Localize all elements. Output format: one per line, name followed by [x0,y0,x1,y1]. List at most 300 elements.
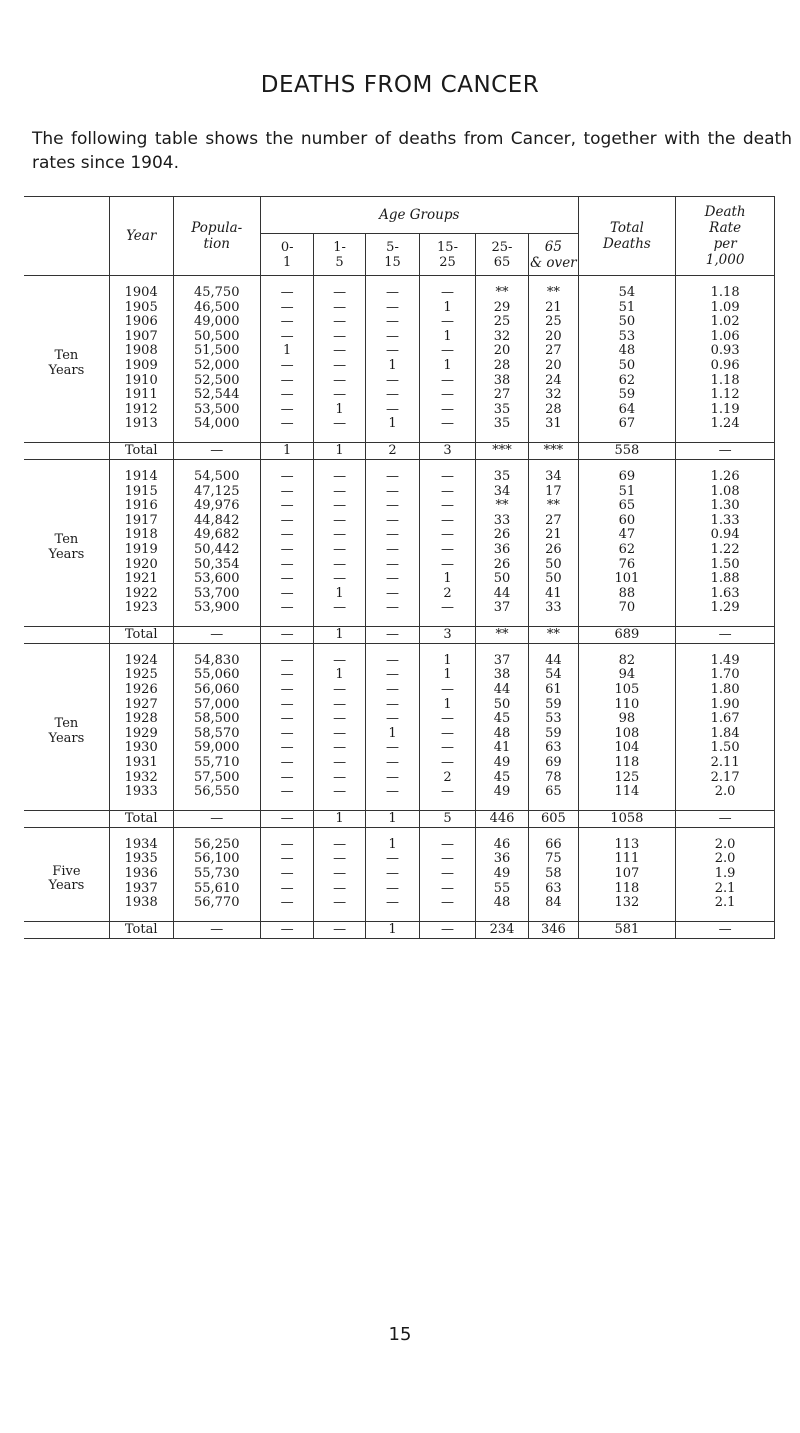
table-cell: 1 [420,698,476,713]
table-cell: 2.0 [676,838,775,853]
year-cell: 1926 [109,683,173,698]
table-cell: — [314,388,365,403]
table-cell: ** [529,499,578,514]
year-cell: 1904 [109,286,173,301]
table-cell: 56,250 [173,838,260,853]
table-row [24,572,775,587]
table-cell: 55 [475,882,528,897]
table-cell: — [314,286,365,301]
year-cell: 1925 [109,668,173,683]
spacer-cell [529,432,578,443]
spacer-cell [578,616,676,627]
table-cell: 1.84 [676,727,775,742]
table-cell: 55,060 [173,668,260,683]
table-cell: 49 [475,756,528,771]
table-cell: 21 [529,528,578,543]
year-cell: 1922 [109,587,173,602]
year-cell: 1912 [109,403,173,418]
table-row [24,558,775,573]
table-cell: — [314,867,365,882]
table-row [24,330,775,345]
table-cell: — [260,785,313,800]
spacer-cell [365,800,419,811]
table-cell: — [365,403,419,418]
table-cell: — [260,514,313,529]
table-cell: — [365,587,419,602]
table-row [24,668,775,683]
total-cell: — [365,626,419,643]
table-cell: 1.70 [676,668,775,683]
table-row [24,785,775,800]
total-cell: 1 [314,810,365,827]
table-cell: — [420,315,476,330]
year-cell: 1929 [109,727,173,742]
table-row [24,654,775,669]
table-cell: — [420,543,476,558]
table-cell: 41 [475,741,528,756]
table-cell: — [260,771,313,786]
age-col-15-25: 15- 25 [420,234,476,276]
table-cell: 26 [529,543,578,558]
table-cell: 49 [475,867,528,882]
table-cell: — [314,683,365,698]
table-cell: 26 [475,558,528,573]
table-cell: — [420,712,476,727]
year-cell: 1911 [109,388,173,403]
table-cell: 76 [578,558,676,573]
year-cell: 1908 [109,344,173,359]
table-row [24,867,775,882]
table-cell: — [260,712,313,727]
total-blank-cell [24,442,109,459]
table-cell: 1.50 [676,558,775,573]
table-cell: — [260,572,313,587]
table-cell: 49 [475,785,528,800]
table-cell: — [314,514,365,529]
table-cell: ** [529,286,578,301]
table-cell: 55,730 [173,867,260,882]
table-cell: — [314,301,365,316]
table-cell: — [314,499,365,514]
table-cell: — [420,852,476,867]
table-cell: 2.0 [676,785,775,800]
table-cell: 2.0 [676,852,775,867]
table-cell: 62 [578,543,676,558]
table-cell: — [314,698,365,713]
year-cell: 1910 [109,374,173,389]
table-cell: 44 [475,587,528,602]
table-cell: — [365,301,419,316]
spacer-cell [578,432,676,443]
table-cell: — [365,485,419,500]
year-cell: 1905 [109,301,173,316]
table-row [24,756,775,771]
year-cell: 1937 [109,882,173,897]
table-cell: — [260,654,313,669]
year-cell: 1921 [109,572,173,587]
table-row [24,374,775,389]
total-cell: — [173,626,260,643]
table-cell: 31 [529,417,578,432]
table-cell: 49,682 [173,528,260,543]
spacer-cell [260,911,313,922]
table-cell: — [260,587,313,602]
table-cell: — [260,683,313,698]
table-cell: 101 [578,572,676,587]
table-cell: 51 [578,485,676,500]
table-cell: 52,544 [173,388,260,403]
total-cell: 446 [475,810,528,827]
table-cell: 60 [578,514,676,529]
table-cell: 75 [529,852,578,867]
table-cell: 108 [578,727,676,742]
table-cell: — [365,514,419,529]
table-cell: 58 [529,867,578,882]
page-title: DEATHS FROM CANCER [260,72,540,98]
spacer-cell [420,432,476,443]
table-cell: 34 [529,470,578,485]
table-cell: — [420,896,476,911]
table-cell: — [365,572,419,587]
table-cell: — [365,896,419,911]
table-cell: — [314,330,365,345]
year-cell: 1909 [109,359,173,374]
table-cell: — [365,683,419,698]
table-cell: 44,842 [173,514,260,529]
table-cell: 54 [529,668,578,683]
table-row [24,499,775,514]
table-cell: — [314,485,365,500]
table-cell: — [365,528,419,543]
table-cell: 20 [529,330,578,345]
spacer-cell [260,432,313,443]
table-cell: 61 [529,683,578,698]
table-cell: — [420,417,476,432]
spacer-cell [578,800,676,811]
table-cell: — [260,543,313,558]
table-cell: — [314,852,365,867]
table-cell: 54,830 [173,654,260,669]
table-cell: 50 [529,558,578,573]
table-cell: 50 [578,315,676,330]
table-row [24,698,775,713]
table-cell: — [365,741,419,756]
table-cell: 69 [529,756,578,771]
spacer-cell [529,800,578,811]
table-cell: — [260,315,313,330]
table-cell: — [260,601,313,616]
year-cell: 1935 [109,852,173,867]
table-cell: 27 [529,344,578,359]
spacer-cell [260,800,313,811]
age-col-5-15: 5- 15 [365,234,419,276]
table-cell: 54,000 [173,417,260,432]
table-cell: 54,500 [173,470,260,485]
spacer-cell [676,911,775,922]
total-cell: 3 [420,626,476,643]
table-cell: 20 [529,359,578,374]
table-row [24,601,775,616]
table-cell: 56,770 [173,896,260,911]
total-cell: 689 [578,626,676,643]
table-cell: — [314,838,365,853]
table-cell: — [365,668,419,683]
total-cell: — [314,921,365,938]
table-cell: 1 [420,330,476,345]
table-cell: 52,000 [173,359,260,374]
table-cell: 32 [529,388,578,403]
table-row [24,741,775,756]
year-cell: 1906 [109,315,173,330]
total-cell: — [676,626,775,643]
table-cell: 25 [529,315,578,330]
table-cell: 35 [475,403,528,418]
year-cell: 1924 [109,654,173,669]
table-cell: 33 [529,601,578,616]
table-cell: 53 [529,712,578,727]
total-cell: 3 [420,442,476,459]
spacer-cell [109,800,173,811]
table-cell: 125 [578,771,676,786]
table-cell: 1 [365,359,419,374]
table-cell: 64 [578,403,676,418]
table-cell: 1 [314,587,365,602]
total-cell: 1 [365,921,419,938]
table-cell: 0.94 [676,528,775,543]
table-cell: — [365,882,419,897]
table-cell: — [365,543,419,558]
period-label: Ten Years [48,716,85,746]
table-row [24,315,775,330]
table-cell: 1 [365,727,419,742]
table-cell: — [365,654,419,669]
table-cell: 55,710 [173,756,260,771]
table-cell: 2 [420,771,476,786]
table-cell: 37 [475,654,528,669]
table-cell: 66 [529,838,578,853]
total-cell: — [676,810,775,827]
table-cell: — [420,727,476,742]
table-cell: 1 [420,301,476,316]
table-cell: 1.63 [676,587,775,602]
group-spacer [24,911,775,922]
table-cell: — [365,388,419,403]
spacer-cell [24,276,109,287]
intro-paragraph: The following table shows the number of deaths from Cancer, together with the death rates since 1904. [32,129,792,173]
table-cell: 1.22 [676,543,775,558]
table-cell: — [314,572,365,587]
year-cell: 1930 [109,741,173,756]
table-cell: 2.1 [676,896,775,911]
table-cell: 56,060 [173,683,260,698]
total-blank-cell [24,921,109,938]
year-cell: 1936 [109,867,173,882]
table-cell: 62 [578,374,676,389]
age-col-1-5: 1- 5 [314,234,365,276]
table-cell: — [420,403,476,418]
year-cell: 1923 [109,601,173,616]
table-cell: 84 [529,896,578,911]
table-cell: — [420,683,476,698]
table-cell: — [314,601,365,616]
spacer-cell [314,432,365,443]
total-cell: 2 [365,442,419,459]
year-cell: 1916 [109,499,173,514]
spacer-cell [365,432,419,443]
table-cell: 50 [475,698,528,713]
table-cell: 35 [475,417,528,432]
table-cell: — [420,741,476,756]
table-cell: 51,500 [173,344,260,359]
total-label: Total [109,626,173,643]
table-cell: — [420,867,476,882]
table-cell: — [314,756,365,771]
table-cell: 51 [578,301,676,316]
table-cell: 53,900 [173,601,260,616]
table-cell: — [314,374,365,389]
table-cell: 17 [529,485,578,500]
table-cell: — [420,286,476,301]
table-cell: — [365,499,419,514]
table-cell: 88 [578,587,676,602]
table-cell: 1.09 [676,301,775,316]
table-cell: 1.90 [676,698,775,713]
table-cell: 1 [420,654,476,669]
table-cell: — [420,499,476,514]
table-cell: 110 [578,698,676,713]
table-cell: 59 [529,698,578,713]
table-cell: 1.80 [676,683,775,698]
table-cell: — [420,470,476,485]
spacer-cell [529,616,578,627]
table-row [24,838,775,853]
year-cell: 1915 [109,485,173,500]
table-cell: 50 [529,572,578,587]
table-cell: — [260,558,313,573]
total-label: Total [109,921,173,938]
table-cell: — [420,785,476,800]
table-cell: 114 [578,785,676,800]
total-cell: 1058 [578,810,676,827]
table-cell: — [420,558,476,573]
table-cell: 98 [578,712,676,727]
spacer-cell [314,800,365,811]
table-cell: — [260,838,313,853]
table-cell: 59 [529,727,578,742]
table-row [24,403,775,418]
year-cell: 1917 [109,514,173,529]
table-cell: 104 [578,741,676,756]
table-row [24,344,775,359]
table-row [24,771,775,786]
header-population: Popula- tion [173,197,260,276]
total-label: Total [109,442,173,459]
table-cell: — [260,668,313,683]
table-cell: 37 [475,601,528,616]
table-cell: 118 [578,756,676,771]
year-cell: 1927 [109,698,173,713]
total-cell: 1 [260,442,313,459]
table-cell: 1.33 [676,514,775,529]
period-label: Five Years [48,863,85,894]
table-cell: — [260,896,313,911]
spacer-cell [420,616,476,627]
table-cell: — [420,485,476,500]
table-cell: 44 [475,683,528,698]
total-cell: 234 [475,921,528,938]
spacer-cell [24,459,109,470]
cancer-deaths-table [24,196,775,939]
table-cell: 48 [475,896,528,911]
year-cell: 1938 [109,896,173,911]
table-cell: 1.67 [676,712,775,727]
page-number: 15 [388,1324,412,1345]
year-cell: 1919 [109,543,173,558]
table-cell: 1.18 [676,286,775,301]
table-cell: — [420,882,476,897]
table-cell: 1 [420,359,476,374]
group-spacer [24,616,775,627]
table-cell: — [365,698,419,713]
table-row [24,470,775,485]
period-label: Ten Years [48,348,85,378]
table-row [24,528,775,543]
total-cell: 346 [529,921,578,938]
table-row [24,286,775,301]
table-row [24,543,775,558]
table-cell: 1.18 [676,374,775,389]
total-cell: — [676,921,775,938]
table-row [24,727,775,742]
spacer-cell [475,616,528,627]
table-cell: 34 [475,485,528,500]
table-cell: — [314,771,365,786]
table-cell: 67 [578,417,676,432]
table-cell: ** [475,499,528,514]
table-cell: — [420,756,476,771]
table-cell: — [314,315,365,330]
age-col-65-over: 65 & over [529,234,578,276]
table-cell: — [365,712,419,727]
total-cell: — [676,442,775,459]
table-cell: 46 [475,838,528,853]
spacer-cell [676,616,775,627]
table-cell: — [365,315,419,330]
total-cell: — [173,921,260,938]
total-row [24,921,775,938]
table-cell: 1.30 [676,499,775,514]
table-cell: 29 [475,301,528,316]
table-cell: — [365,344,419,359]
table-cell: — [365,374,419,389]
table-cell: 25 [475,315,528,330]
table-cell: 63 [529,882,578,897]
table-cell: — [260,286,313,301]
table-row [24,852,775,867]
table-cell: 1 [314,668,365,683]
spacer-cell [173,616,260,627]
table-cell: 26 [475,528,528,543]
table-cell: 1.88 [676,572,775,587]
spacer-cell [420,800,476,811]
table-cell: 46,500 [173,301,260,316]
year-cell: 1920 [109,558,173,573]
total-cell: — [420,921,476,938]
table-cell: 1.08 [676,485,775,500]
table-cell: 49,000 [173,315,260,330]
table-cell: — [365,771,419,786]
table-cell: 45 [475,771,528,786]
